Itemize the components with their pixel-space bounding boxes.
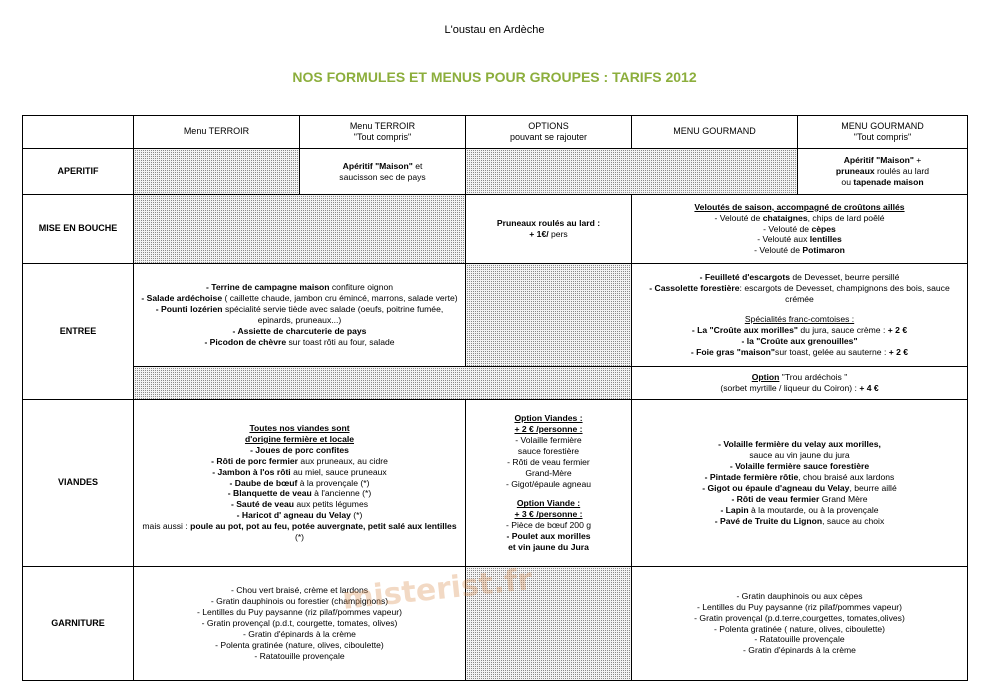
row-viandes [23,400,968,567]
viandes-gourmand: - Volaille fermière du velay aux morilles, sauce au vin jaune du jura - Volaille fermière sauce forestière - Pintade fermière rôtie, chou braisé aux lardons - Gigot ou épaule d'agneau du Velay, beurre aillé - Rôti de veau fermier Grand Mère - Lapin à la moutarde, ou à la provençale - Pavé de Truite du Lignon, sauce au choix [632,400,968,567]
list-item: - Polenta gratinée (nature, olives, ciboulette) [215,639,384,650]
list-item: - Ratatouille provençale [254,650,345,661]
garniture-terroir [134,567,466,681]
document-title: L'oustau en Ardèche [444,24,545,36]
empty-cell [466,149,798,195]
list-item: - Chou vert braisé, crème et lardons [230,585,369,596]
aperitif-terroir-tc: Apéritif "Maison" et saucisson sec de pays [300,149,466,195]
list-item: - Gratin dauphinois ou aux cèpes [736,590,863,601]
entree-terroir: - Terrine de campagne maison confiture oignon - Salade ardéchoise ( caillette chaude, jambon cru émincé, marrons, salade verte) - Pounti lozérien spécialité servie tiède avec salade (oeufs, poitrine fumée, epinards, pruneaux...) - Assiette de charcuterie de pays - Picodon de chèvre sur toast rôti au four, salade [134,264,466,367]
empty-cell [134,367,632,400]
list-item: - Ratatouille provençale [754,634,845,645]
list-item: - Gratin d'épinards à la crème [243,628,356,639]
entree-gourmand: - Feuilleté d'escargots de Devesset, beurre persillé - Cassolette forestière: escargots de Devesset, champignons des bois, sauce crémée Spécialités franc-comtoises : - La "Croûte aux morilles" du jura, sauce crème : + 2 € - la "Croûte aux grenouilles" - Foie gras "maison"sur toast, gelée au sauterne : + 2 € [632,264,968,367]
list-item: - Lentilles du Puy paysanne (riz pilaf/pommes vapeur) [697,601,902,612]
viandes-terroir: Toutes nos viandes sont d'origine fermière et locale - Joues de porc confites - Rôti de porc fermier aux pruneaux, au cidre - Jambon à l'os rôti au miel, sauce pruneaux - Daube de bœuf à la provençale (*) - Blanquette de veau à l'ancienne (*) - Sauté de veau aux petits légumes - Haricot d' agneau du Velay (*) mais aussi : poule au pot, pot au feu, potée auvergnate, petit salé aux lentilles (*) [134,400,466,567]
header-menu-terroir-tout-compris: Menu TERROIR "Tout compris" [300,116,466,149]
header-row [23,116,968,149]
list-item: - Gratin provençal (p.d.terre,courgettes, tomates,olives) [694,612,905,623]
aperitif-gourmand-tc: Apéritif "Maison" + pruneaux roulés au lard ou tapenade maison [798,149,968,195]
row-label-entree: ENTREE [23,264,134,400]
row-garniture [23,567,968,681]
header-menu-gourmand: MENU GOURMAND [632,116,798,149]
empty-cell [466,264,632,367]
header-options: OPTIONS pouvant se rajouter [466,116,632,149]
viandes-options: Option Viandes : + 2 € /personne : - Volaille fermière sauce forestière - Rôti de veau fermier Grand-Mère - Gigot/épaule agneau Option Viande : + 3 € /personne : - Pièce de bœuf 200 g - Poulet aux morilles et vin jaune du Jura [466,400,632,567]
list-item: - Gratin dauphinois ou forestier (champignons) [210,596,389,607]
garniture-gourmand [632,567,968,681]
row-label-viandes: VIANDES [23,400,134,567]
row-label-aperitif: APERITIF [23,149,134,195]
header-menu-terroir: Menu TERROIR [134,116,300,149]
row-label-garniture: GARNITURE [23,567,134,681]
menu-table [22,115,968,681]
list-item: - Lentilles du Puy paysanne (riz pilaf/pommes vapeur) [197,607,402,618]
page-title: NOS FORMULES ET MENUS POUR GROUPES : TARIFS 2012 [292,69,697,85]
row-entree [23,264,968,367]
entree-option: Option "Trou ardéchois " (sorbet myrtille / liqueur du Coiron) : + 4 € [632,367,968,400]
empty-cell [134,195,466,264]
header-menu-gourmand-tout-compris: MENU GOURMAND "Tout compris" [798,116,968,149]
row-aperitif [23,149,968,195]
empty-cell [466,567,632,681]
list-item: - Gratin d'épinards à la crème [743,645,856,656]
row-label-mise-en-bouche: MISE EN BOUCHE [23,195,134,264]
row-entree-option [23,367,968,400]
empty-cell [134,149,300,195]
mise-gourmand: Veloutés de saison, accompagné de croûtons aillés - Velouté de chataignes, chips de lard poêlé - Velouté de cèpes - Velouté aux lentilles - Velouté de Potimaron [632,195,968,264]
corner-cell [23,116,134,149]
mise-option: Pruneaux roulés au lard : + 1€/ pers [466,195,632,264]
row-mise-en-bouche [23,195,968,264]
watermark: misterist.fr [340,562,534,617]
list-item: - Gratin provençal (p.d.t, courgette, tomates, olives) [201,618,398,629]
list-item: - Polenta gratinée ( nature, olives, ciboulette) [713,623,885,634]
